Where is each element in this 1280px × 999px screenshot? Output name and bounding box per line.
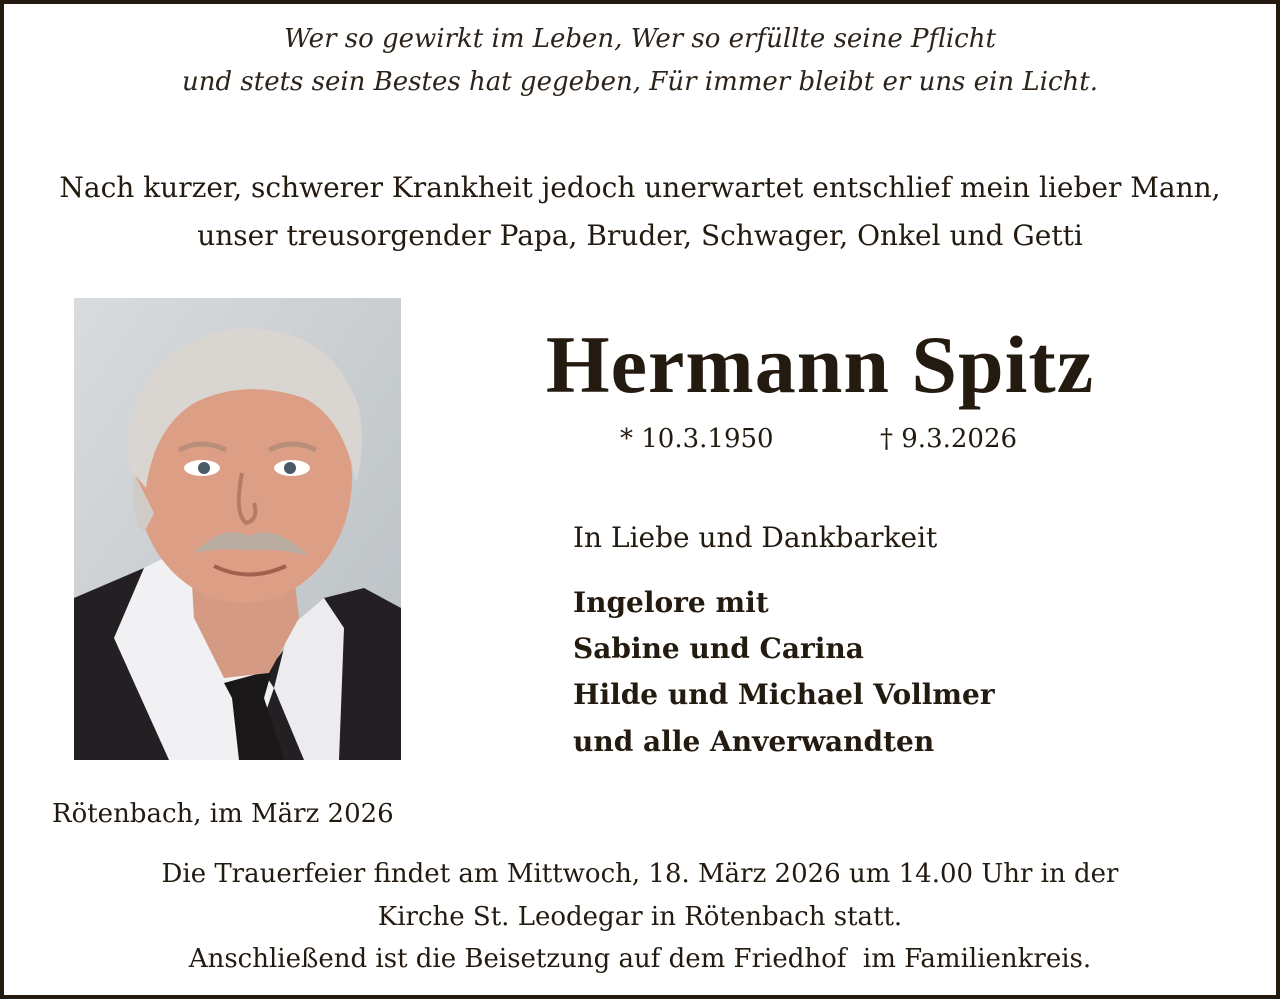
portrait-photo	[74, 298, 401, 760]
mourner-line: und alle Anverwandten	[573, 725, 935, 758]
motto-line-1: Wer so gewirkt im Leben, Wer so erfüllte seine Pflicht	[284, 24, 996, 54]
motto-line-2: und stets sein Bestes hat gegeben, Für immer bleibt er uns ein Licht.	[182, 67, 1098, 97]
mourners-intro: In Liebe und Dankbarkeit	[573, 521, 938, 554]
funeral-line-1: Die Trauerfeier findet am Mittwoch, 18. März 2026 um 14.00 Uhr in der	[161, 859, 1119, 889]
mourner-line: Sabine und Carina	[573, 632, 864, 665]
intro-line-1: Nach kurzer, schwerer Krankheit jedoch unerwartet entschlief mein lieber Mann,	[59, 171, 1221, 204]
funeral-line-2: Kirche St. Leodegar in Rötenbach statt.	[377, 902, 903, 932]
death-date: † 9.3.2026	[880, 424, 1018, 454]
place-and-date: Rötenbach, im März 2026	[52, 799, 394, 829]
birth-date: * 10.3.1950	[620, 424, 774, 454]
deceased-name: Hermann Spitz	[545, 319, 1095, 410]
funeral-line-3: Anschließend ist die Beisetzung auf dem Friedhof im Familienkreis.	[188, 944, 1092, 974]
intro-line-2: unser treusorgender Papa, Bruder, Schwager, Onkel und Getti	[197, 219, 1083, 252]
mourner-line: Ingelore mit	[573, 586, 769, 619]
mourner-line: Hilde und Michael Vollmer	[573, 678, 995, 711]
